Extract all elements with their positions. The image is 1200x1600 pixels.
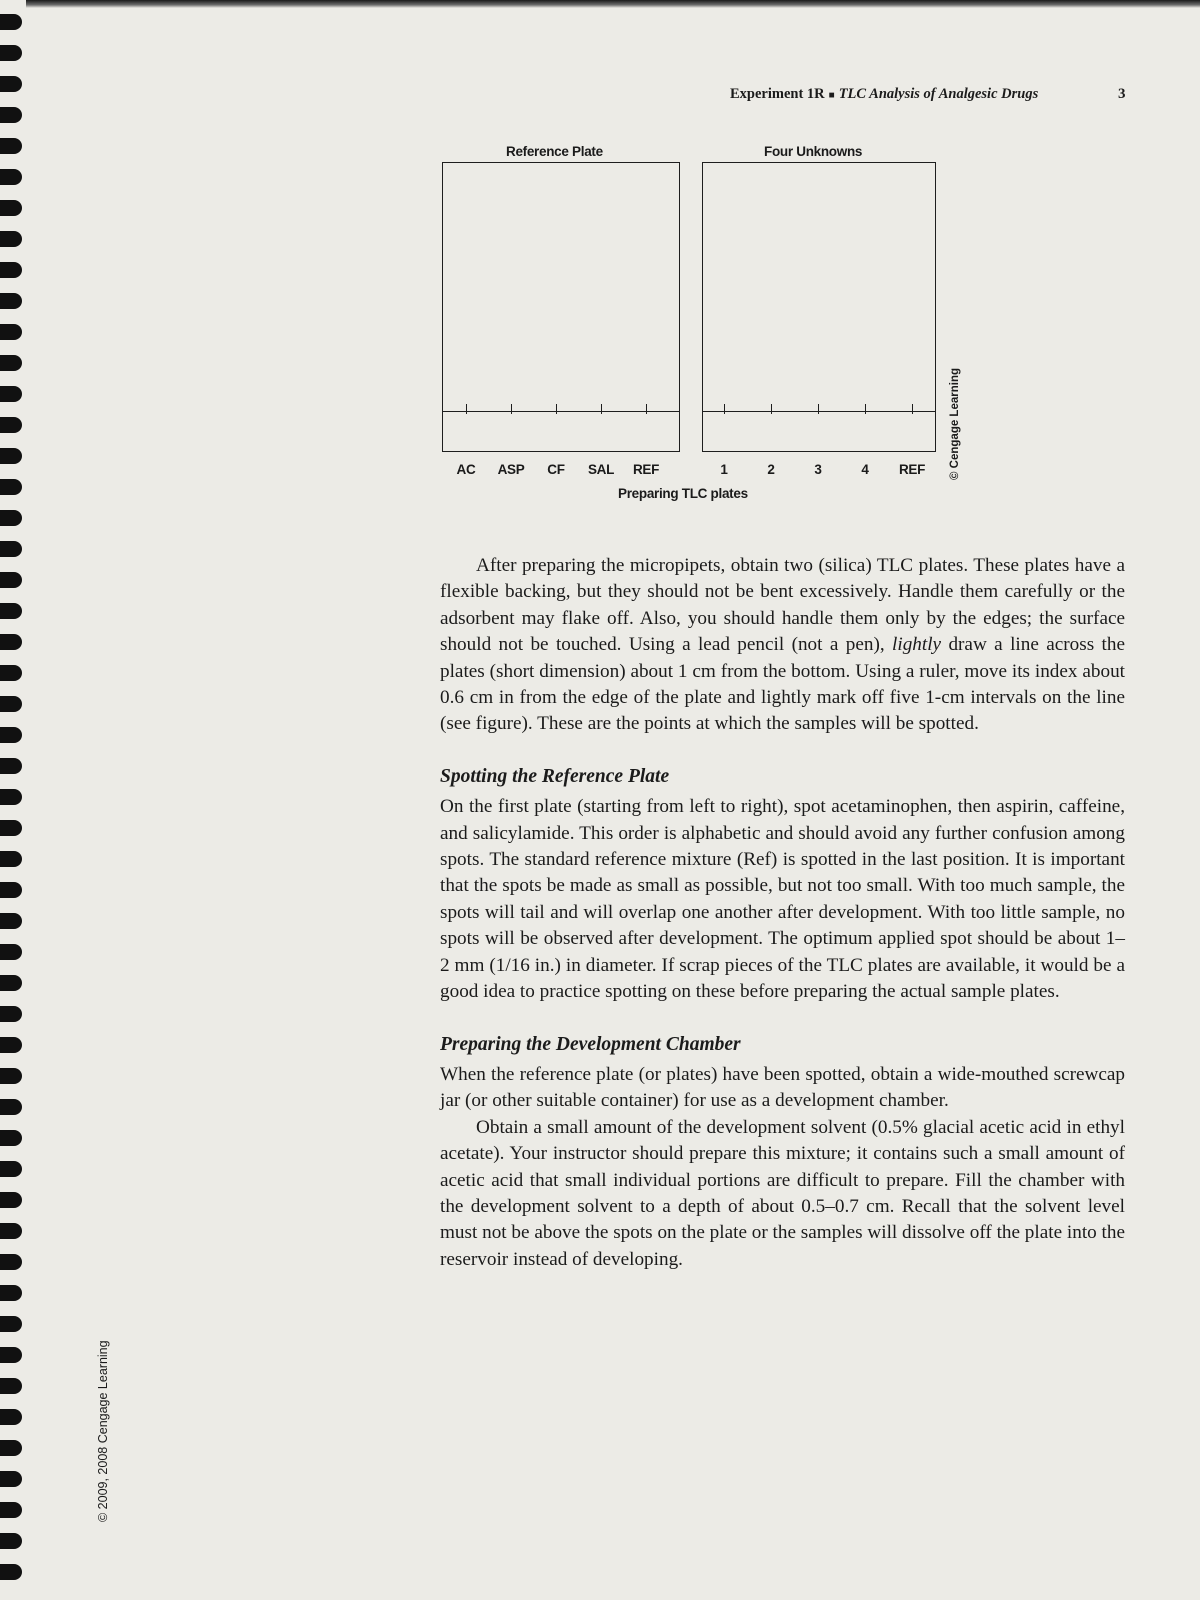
binding-ring bbox=[0, 1068, 22, 1084]
binding-ring bbox=[0, 231, 22, 247]
binding-ring bbox=[0, 14, 22, 30]
experiment-label: Experiment 1R bbox=[730, 86, 825, 102]
binding-ring bbox=[0, 851, 22, 867]
paragraph-micropipets-part1: After preparing the micropipets, obtain two (silica) TLC plates. These plates have a flexible backing, but they should not be bent excessively. Handle them carefully or the adsorbent may flake off. Also, you should handle them only by the edges; the surface should not be touched. Using a lead pencil (not a pen), bbox=[440, 555, 1125, 656]
figure-caption: Preparing TLC plates bbox=[618, 486, 748, 501]
reference-lane-label: CF bbox=[547, 462, 565, 477]
tlc-figure bbox=[440, 140, 1000, 510]
heading-development-chamber: Preparing the Development Chamber bbox=[440, 1033, 741, 1055]
reference-lane-label: REF bbox=[632, 462, 660, 477]
binding-ring bbox=[0, 1564, 22, 1580]
reference-lane-label: AC bbox=[456, 462, 476, 477]
binding-ring bbox=[0, 913, 22, 929]
reference-plate-caption: Reference Plate bbox=[506, 144, 603, 159]
binding-ring bbox=[0, 665, 22, 681]
unknowns-lane-tick bbox=[771, 404, 772, 414]
unknowns-plate bbox=[702, 162, 936, 452]
experiment-title: TLC Analysis of Analgesic Drugs bbox=[838, 86, 1039, 102]
binding-ring bbox=[0, 1409, 22, 1425]
reference-lane-label: SAL bbox=[587, 462, 615, 477]
paragraph-solvent: Obtain a small amount of the development solvent (0.5% glacial acetic acid in ethyl acetate). Your instructor should prepare this mixture; it contains such a small amount of acetic acid that small individual portions are difficult to prepare. Fill the chamber with the development solvent to a depth of about 0.5–0.7 cm. Recall that the solvent level must not be above the spots on the plate or the samples will dissolve off the plate into the reservoir instead of developing. bbox=[440, 1116, 1125, 1270]
binding-ring bbox=[0, 1347, 22, 1363]
reference-lane-tick bbox=[511, 404, 512, 414]
binding-ring bbox=[0, 479, 22, 495]
reference-lane-tick bbox=[466, 404, 467, 414]
spiral-binding bbox=[0, 0, 26, 1600]
binding-ring bbox=[0, 1037, 22, 1053]
binding-ring bbox=[0, 1533, 22, 1549]
binding-ring bbox=[0, 1440, 22, 1456]
binding-ring bbox=[0, 1502, 22, 1518]
binding-ring bbox=[0, 696, 22, 712]
unknowns-lane-label: 3 bbox=[814, 462, 822, 477]
unknowns-lane-tick bbox=[912, 404, 913, 414]
binding-ring bbox=[0, 944, 22, 960]
binding-ring bbox=[0, 572, 22, 588]
reference-lane-tick bbox=[601, 404, 602, 414]
binding-ring bbox=[0, 1471, 22, 1487]
binding-ring bbox=[0, 262, 22, 278]
binding-ring bbox=[0, 603, 22, 619]
binding-ring bbox=[0, 417, 22, 433]
binding-ring bbox=[0, 76, 22, 92]
binding-ring bbox=[0, 1006, 22, 1022]
binding-ring bbox=[0, 1223, 22, 1239]
figure-credit: © Cengage Learning bbox=[949, 368, 961, 480]
unknowns-plate-baseline bbox=[703, 411, 935, 412]
reference-plate-baseline bbox=[443, 411, 679, 412]
page-top-edge bbox=[0, 0, 1200, 8]
unknowns-plate-caption: Four Unknowns bbox=[764, 144, 863, 159]
paragraph-micropipets bbox=[440, 553, 1125, 738]
binding-ring bbox=[0, 758, 22, 774]
page-number: 3 bbox=[1118, 86, 1126, 102]
binding-ring bbox=[0, 324, 22, 340]
reference-lane-label: ASP bbox=[497, 462, 525, 477]
binding-ring bbox=[0, 448, 22, 464]
binding-ring bbox=[0, 293, 22, 309]
binding-ring bbox=[0, 1192, 22, 1208]
binding-ring bbox=[0, 1161, 22, 1177]
binding-ring bbox=[0, 169, 22, 185]
running-head bbox=[730, 86, 1130, 103]
unknowns-lane-label: 1 bbox=[720, 462, 728, 477]
reference-lane-tick bbox=[646, 404, 647, 414]
binding-ring bbox=[0, 1316, 22, 1332]
heading-spotting-reference-plate: Spotting the Reference Plate bbox=[440, 765, 670, 787]
binding-ring bbox=[0, 789, 22, 805]
unknowns-lane-tick bbox=[865, 404, 866, 414]
reference-plate bbox=[442, 162, 680, 452]
unknowns-lane-tick bbox=[818, 404, 819, 414]
binding-ring bbox=[0, 45, 22, 61]
binding-ring bbox=[0, 727, 22, 743]
binding-ring bbox=[0, 820, 22, 836]
binding-ring bbox=[0, 634, 22, 650]
binding-ring bbox=[0, 138, 22, 154]
header-separator: ■ bbox=[828, 90, 835, 101]
unknowns-lane-tick bbox=[724, 404, 725, 414]
unknowns-lane-label: 4 bbox=[861, 462, 869, 477]
binding-ring bbox=[0, 355, 22, 371]
binding-ring bbox=[0, 1378, 22, 1394]
binding-ring bbox=[0, 1130, 22, 1146]
binding-ring bbox=[0, 1099, 22, 1115]
paragraph-chamber: When the reference plate (or plates) have been spotted, obtain a wide-mouthed screwcap jar (or other suitable container) for use as a development chamber. bbox=[440, 1063, 1125, 1112]
emphasis-lightly: lightly bbox=[892, 634, 942, 656]
unknowns-lane-label: REF bbox=[898, 462, 926, 477]
binding-ring bbox=[0, 882, 22, 898]
binding-ring bbox=[0, 386, 22, 402]
copyright-notice: © 2009, 2008 Cengage Learning bbox=[96, 1340, 110, 1522]
binding-ring bbox=[0, 510, 22, 526]
binding-ring bbox=[0, 541, 22, 557]
binding-ring bbox=[0, 975, 22, 991]
binding-ring bbox=[0, 1285, 22, 1301]
reference-lane-tick bbox=[556, 404, 557, 414]
paragraph-spotting: On the first plate (starting from left to right), spot acetaminophen, then aspirin, caffeine, and salicylamide. This order is alphabetic and should avoid any further confusion among spots. The standard reference mixture (Ref) is spotted in the last position. It is important that the spots be made as small as possible, but not too small. With too much sample, the spots will tail and will overlap one another after development. With too little sample, no spots will be observed after development. The optimum applied spot should be about 1–2 mm (1/16 in.) in diameter. If scrap pieces of the TLC plates are available, it would be a good idea to practice spotting on these before preparing the actual sample plates. bbox=[440, 796, 1125, 1003]
binding-ring bbox=[0, 200, 22, 216]
body-text bbox=[440, 553, 1125, 1273]
binding-ring bbox=[0, 107, 22, 123]
paragraph-micropipets-part2: draw a line across the plates (short dimension) about 1 cm from the bottom. Using a ruler, move its index about 0.6 cm in from the edge of the plate and lightly mark off five 1-cm intervals on the line (see figure). These are the points at which the samples will be spotted. bbox=[440, 634, 1125, 735]
binding-ring bbox=[0, 1254, 22, 1270]
unknowns-lane-label: 2 bbox=[767, 462, 775, 477]
